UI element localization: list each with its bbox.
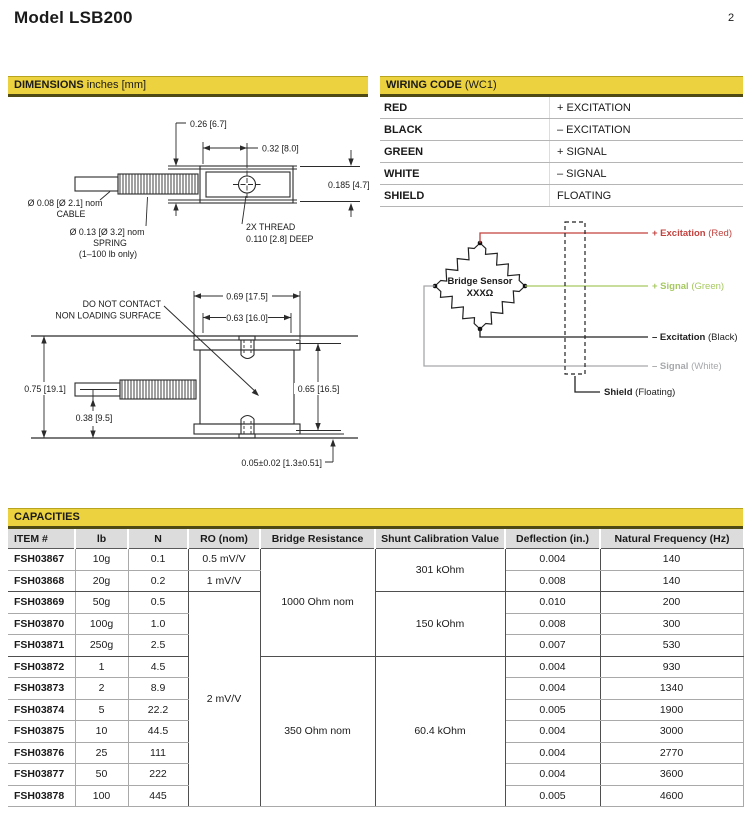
cell-n: 4.5 [128,656,188,678]
wire-color: BLACK [384,123,423,136]
cell-deflection: 0.005 [505,699,600,721]
cell-item: FSH03875 [8,721,75,743]
cell-lb: 100g [75,613,128,635]
cell-item: FSH03874 [8,699,75,721]
cell-item: FSH03867 [8,549,75,571]
cell-shunt: 301 kOhm [375,549,505,592]
cell-item: FSH03871 [8,635,75,657]
cell-shunt: 150 kOhm [375,592,505,657]
cell-frequency: 1900 [600,699,743,721]
wiring-row [380,185,743,207]
wire-color: RED [384,101,408,114]
dim-label: 0.69 [17.5] [226,291,268,302]
cell-item: FSH03876 [8,742,75,764]
cell-frequency: 1340 [600,678,743,700]
wiring-code-id: (WC1) [461,79,497,91]
cell-deflection: 0.004 [505,549,600,571]
cell-n: 445 [128,785,188,807]
cell-deflection: 0.008 [505,613,600,635]
thread-label: 0.110 [2.8] DEEP [246,234,314,244]
wire-function: – SIGNAL [549,163,743,184]
wire-label-paren: (Black) [705,332,738,343]
spring-label: Ø 0.13 [Ø 3.2] nom [69,227,145,237]
table-row [8,592,743,614]
wiring-code-table [380,97,743,207]
cell-lb: 10 [75,721,128,743]
wire-color: SHIELD [384,189,425,202]
table-row [8,549,743,571]
wire-label-signal-pos [652,281,724,292]
wire-color: GREEN [384,145,424,158]
cell-lb: 100 [75,785,128,807]
excitation-negative-wire [480,329,648,337]
cell-deflection: 0.004 [505,764,600,786]
bridge-label: Bridge Sensor [447,276,513,287]
wiring-row [380,119,743,141]
cell-frequency: 2770 [600,742,743,764]
dimensions-units: inches [mm] [83,79,147,91]
dim-label: 0.38 [9.5] [75,413,113,423]
cell-lb: 5 [75,699,128,721]
shield-wire [575,376,600,392]
cell-lb: 25 [75,742,128,764]
cell-frequency: 930 [600,656,743,678]
wire-label-bold: – Excitation [652,332,706,343]
wiring-section-header [380,76,743,97]
spring-label: SPRING [93,238,127,248]
cell-ro: 1 mV/V [188,570,260,592]
cell-n: 0.1 [128,549,188,571]
cell-n: 0.5 [128,592,188,614]
dim-label: 0.63 [16.0] [226,313,268,323]
dim-label: 0.05±0.02 [1.3±0.51] [241,458,322,468]
cell-deflection: 0.004 [505,721,600,743]
cell-n: 0.2 [128,570,188,592]
cell-ro: 2 mV/V [188,592,260,807]
dimensions-section-header [8,76,368,97]
cell-item: FSH03872 [8,656,75,678]
wiring-title: WIRING CODE [386,79,462,91]
page-title: Model LSB200 [14,8,133,27]
cell-item: FSH03878 [8,785,75,807]
wire-label-bold: + Excitation [652,228,706,239]
capacities-title: CAPACITIES [14,511,80,523]
cell-lb: 1 [75,656,128,678]
wire-color: WHITE [384,167,420,180]
wire-label-bold: Shield [604,387,633,398]
cell-deflection: 0.010 [505,592,600,614]
col-header-frequency: Natural Frequency (Hz) [600,529,743,549]
cell-frequency: 3600 [600,764,743,786]
col-header-lb: lb [75,529,128,549]
wire-label-paren: (Green) [688,281,725,292]
dim-label: 0.185 [4.7] [328,180,370,190]
wire-function: – EXCITATION [549,119,743,140]
cell-n: 8.9 [128,678,188,700]
cell-deflection: 0.004 [505,656,600,678]
cell-bridge: 350 Ohm nom [260,656,375,807]
wiring-row [380,97,743,119]
cell-shunt: 60.4 kOhm [375,656,505,807]
cell-n: 222 [128,764,188,786]
cell-n: 2.5 [128,635,188,657]
page-number: 2 [728,12,735,24]
cell-frequency: 530 [600,635,743,657]
cable-jacket-boundary [565,222,585,374]
table-row [8,656,743,678]
col-header-deflection: Deflection (in.) [505,529,600,549]
wiring-row [380,163,743,185]
cell-deflection: 0.004 [505,678,600,700]
cell-item: FSH03877 [8,764,75,786]
capacities-table [8,529,744,807]
wire-label-excitation-pos [652,228,732,239]
col-header-ro: RO (nom) [188,529,260,549]
cell-deflection: 0.007 [505,635,600,657]
cell-n: 1.0 [128,613,188,635]
cell-lb: 50 [75,764,128,786]
dimensions-title: DIMENSIONS [14,79,84,91]
signal-negative-wire [424,286,648,366]
cell-frequency: 3000 [600,721,743,743]
cable-label: CABLE [56,209,86,219]
cell-bridge: 1000 Ohm nom [260,549,375,657]
warning-label: NON LOADING SURFACE [55,310,161,321]
wire-label-paren: (White) [688,361,722,372]
cell-frequency: 4600 [600,785,743,807]
bridge-diagram [380,215,745,415]
dim-label: 0.26 [6.7] [190,119,227,129]
dim-label: 0.75 [19.1] [24,384,66,394]
cell-frequency: 140 [600,549,743,571]
spring-label: (1–100 lb only) [78,249,138,259]
excitation-positive-wire [480,233,648,243]
cell-lb: 50g [75,592,128,614]
wire-label-paren: (Floating) [632,387,676,398]
wire-label-bold: – Signal [652,361,689,372]
cell-n: 44.5 [128,721,188,743]
col-header-item: ITEM # [8,529,75,549]
cell-deflection: 0.008 [505,570,600,592]
wire-label-bold: + Signal [652,281,689,292]
cell-frequency: 140 [600,570,743,592]
cell-lb: 10g [75,549,128,571]
cell-item: FSH03869 [8,592,75,614]
cell-n: 111 [128,742,188,764]
cell-deflection: 0.004 [505,742,600,764]
wire-label-excitation-neg [652,332,738,343]
capacities-section [8,508,743,807]
cell-item: FSH03873 [8,678,75,700]
cell-lb: 2 [75,678,128,700]
cell-ro: 0.5 mV/V [188,549,260,571]
cell-n: 22.2 [128,699,188,721]
cell-deflection: 0.005 [505,785,600,807]
cell-lb: 20g [75,570,128,592]
wire-function: + SIGNAL [549,141,743,162]
dim-label: 0.65 [16.5] [297,384,340,394]
wire-function: + EXCITATION [549,97,743,118]
thread-label: 2X THREAD [246,222,296,232]
cable-side [75,177,118,191]
bridge-label: XXXΩ [466,288,494,299]
cell-item: FSH03870 [8,613,75,635]
col-header-n: N [128,529,188,549]
wire-label-signal-neg [652,361,722,372]
dim-label: 0.32 [8.0] [262,143,299,154]
col-header-shunt: Shunt Calibration Value [375,529,505,549]
cell-frequency: 300 [600,613,743,635]
warning-label: DO NOT CONTACT [82,299,161,309]
dimensions-drawing [8,96,378,490]
col-header-bridge: Bridge Resistance [260,529,375,549]
wire-function: FLOATING [549,185,743,206]
capacities-section-header [8,508,743,529]
cell-lb: 250g [75,635,128,657]
wire-label-paren: (Red) [705,228,732,239]
cable-label: Ø 0.08 [Ø 2.1] nom [27,198,103,208]
cell-frequency: 200 [600,592,743,614]
wiring-row [380,141,743,163]
cell-item: FSH03868 [8,570,75,592]
capacities-header-row [8,529,743,549]
wire-label-shield [604,387,675,398]
